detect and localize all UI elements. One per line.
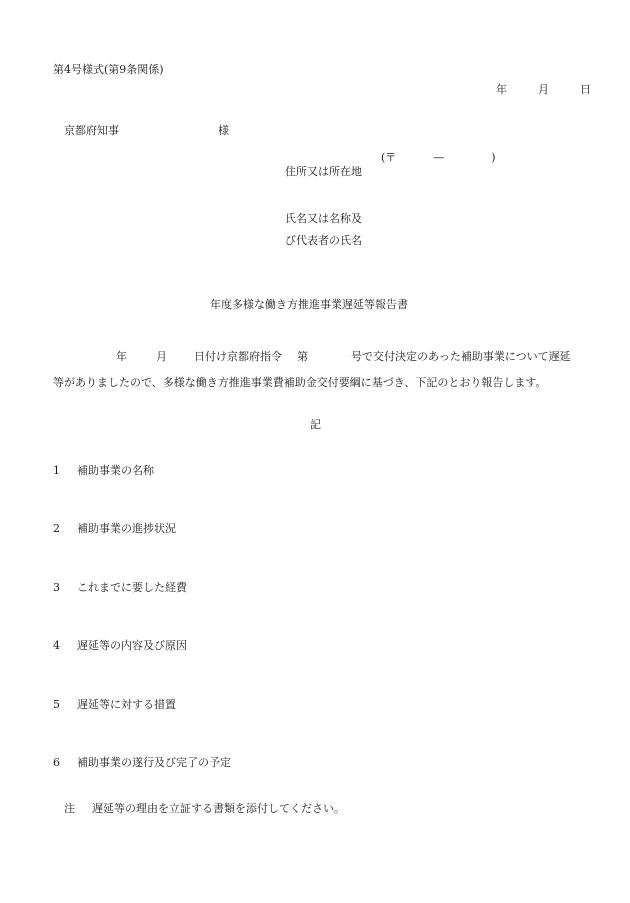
- name-label-line1: 氏名又は名称及: [285, 212, 362, 225]
- item-number: 4: [53, 639, 60, 652]
- item-label: 遅延等に対する措置: [77, 698, 176, 711]
- date-line: [496, 83, 591, 97]
- body-month: 月: [156, 350, 167, 363]
- ki-heading: 記: [310, 418, 321, 431]
- list-item: [53, 464, 154, 478]
- postal-open: (〒: [381, 151, 397, 164]
- item-label: 補助事業の名称: [77, 464, 154, 477]
- item-label: 補助事業の遂行及び完了の予定: [77, 756, 231, 769]
- note-text: 遅延等の理由を立証する書類を添付してください。: [92, 802, 345, 815]
- date-month: 月: [538, 83, 549, 96]
- note: [64, 802, 345, 816]
- item-number: 1: [53, 464, 60, 477]
- body-directive: 日付け京都府指令: [194, 350, 282, 363]
- item-label: これまでに要した経費: [77, 581, 187, 594]
- body-line1: [116, 350, 571, 364]
- addressee-name: 京都府知事: [64, 124, 119, 137]
- list-item: [53, 698, 176, 712]
- item-number: 6: [53, 756, 60, 769]
- date-day: 日: [580, 83, 591, 96]
- postal-dash: —: [433, 151, 445, 164]
- item-number: 2: [53, 522, 60, 535]
- body-rest: 号で交付決定のあった補助事業について遅延: [351, 350, 571, 363]
- item-number: 5: [53, 698, 60, 711]
- list-item: [53, 581, 187, 595]
- form-number: 第4号様式(第9条関係): [53, 63, 164, 76]
- list-item: [53, 522, 176, 536]
- item-number: 3: [53, 581, 60, 594]
- list-item: [53, 756, 231, 770]
- body-dai: 第: [297, 350, 308, 363]
- note-label: 注: [64, 802, 75, 815]
- item-label: 補助事業の進捗状況: [77, 522, 176, 535]
- postal-code: [381, 151, 496, 165]
- document-title: 年度多様な働き方推進事業遅延等報告書: [210, 298, 408, 311]
- address-label: 住所又は所在地: [285, 165, 362, 178]
- list-item: [53, 639, 187, 653]
- addressee-honorific: 様: [218, 124, 229, 137]
- item-label: 遅延等の内容及び原因: [77, 639, 187, 652]
- date-year: 年: [496, 83, 507, 96]
- postal-close: ): [491, 151, 496, 164]
- name-label-line2: び代表者の氏名: [285, 234, 362, 247]
- body-line2: 等がありましたので、多様な働き方推進事業費補助金交付要綱に基づき、下記のとおり報告します。: [53, 376, 547, 389]
- body-year: 年: [116, 350, 127, 363]
